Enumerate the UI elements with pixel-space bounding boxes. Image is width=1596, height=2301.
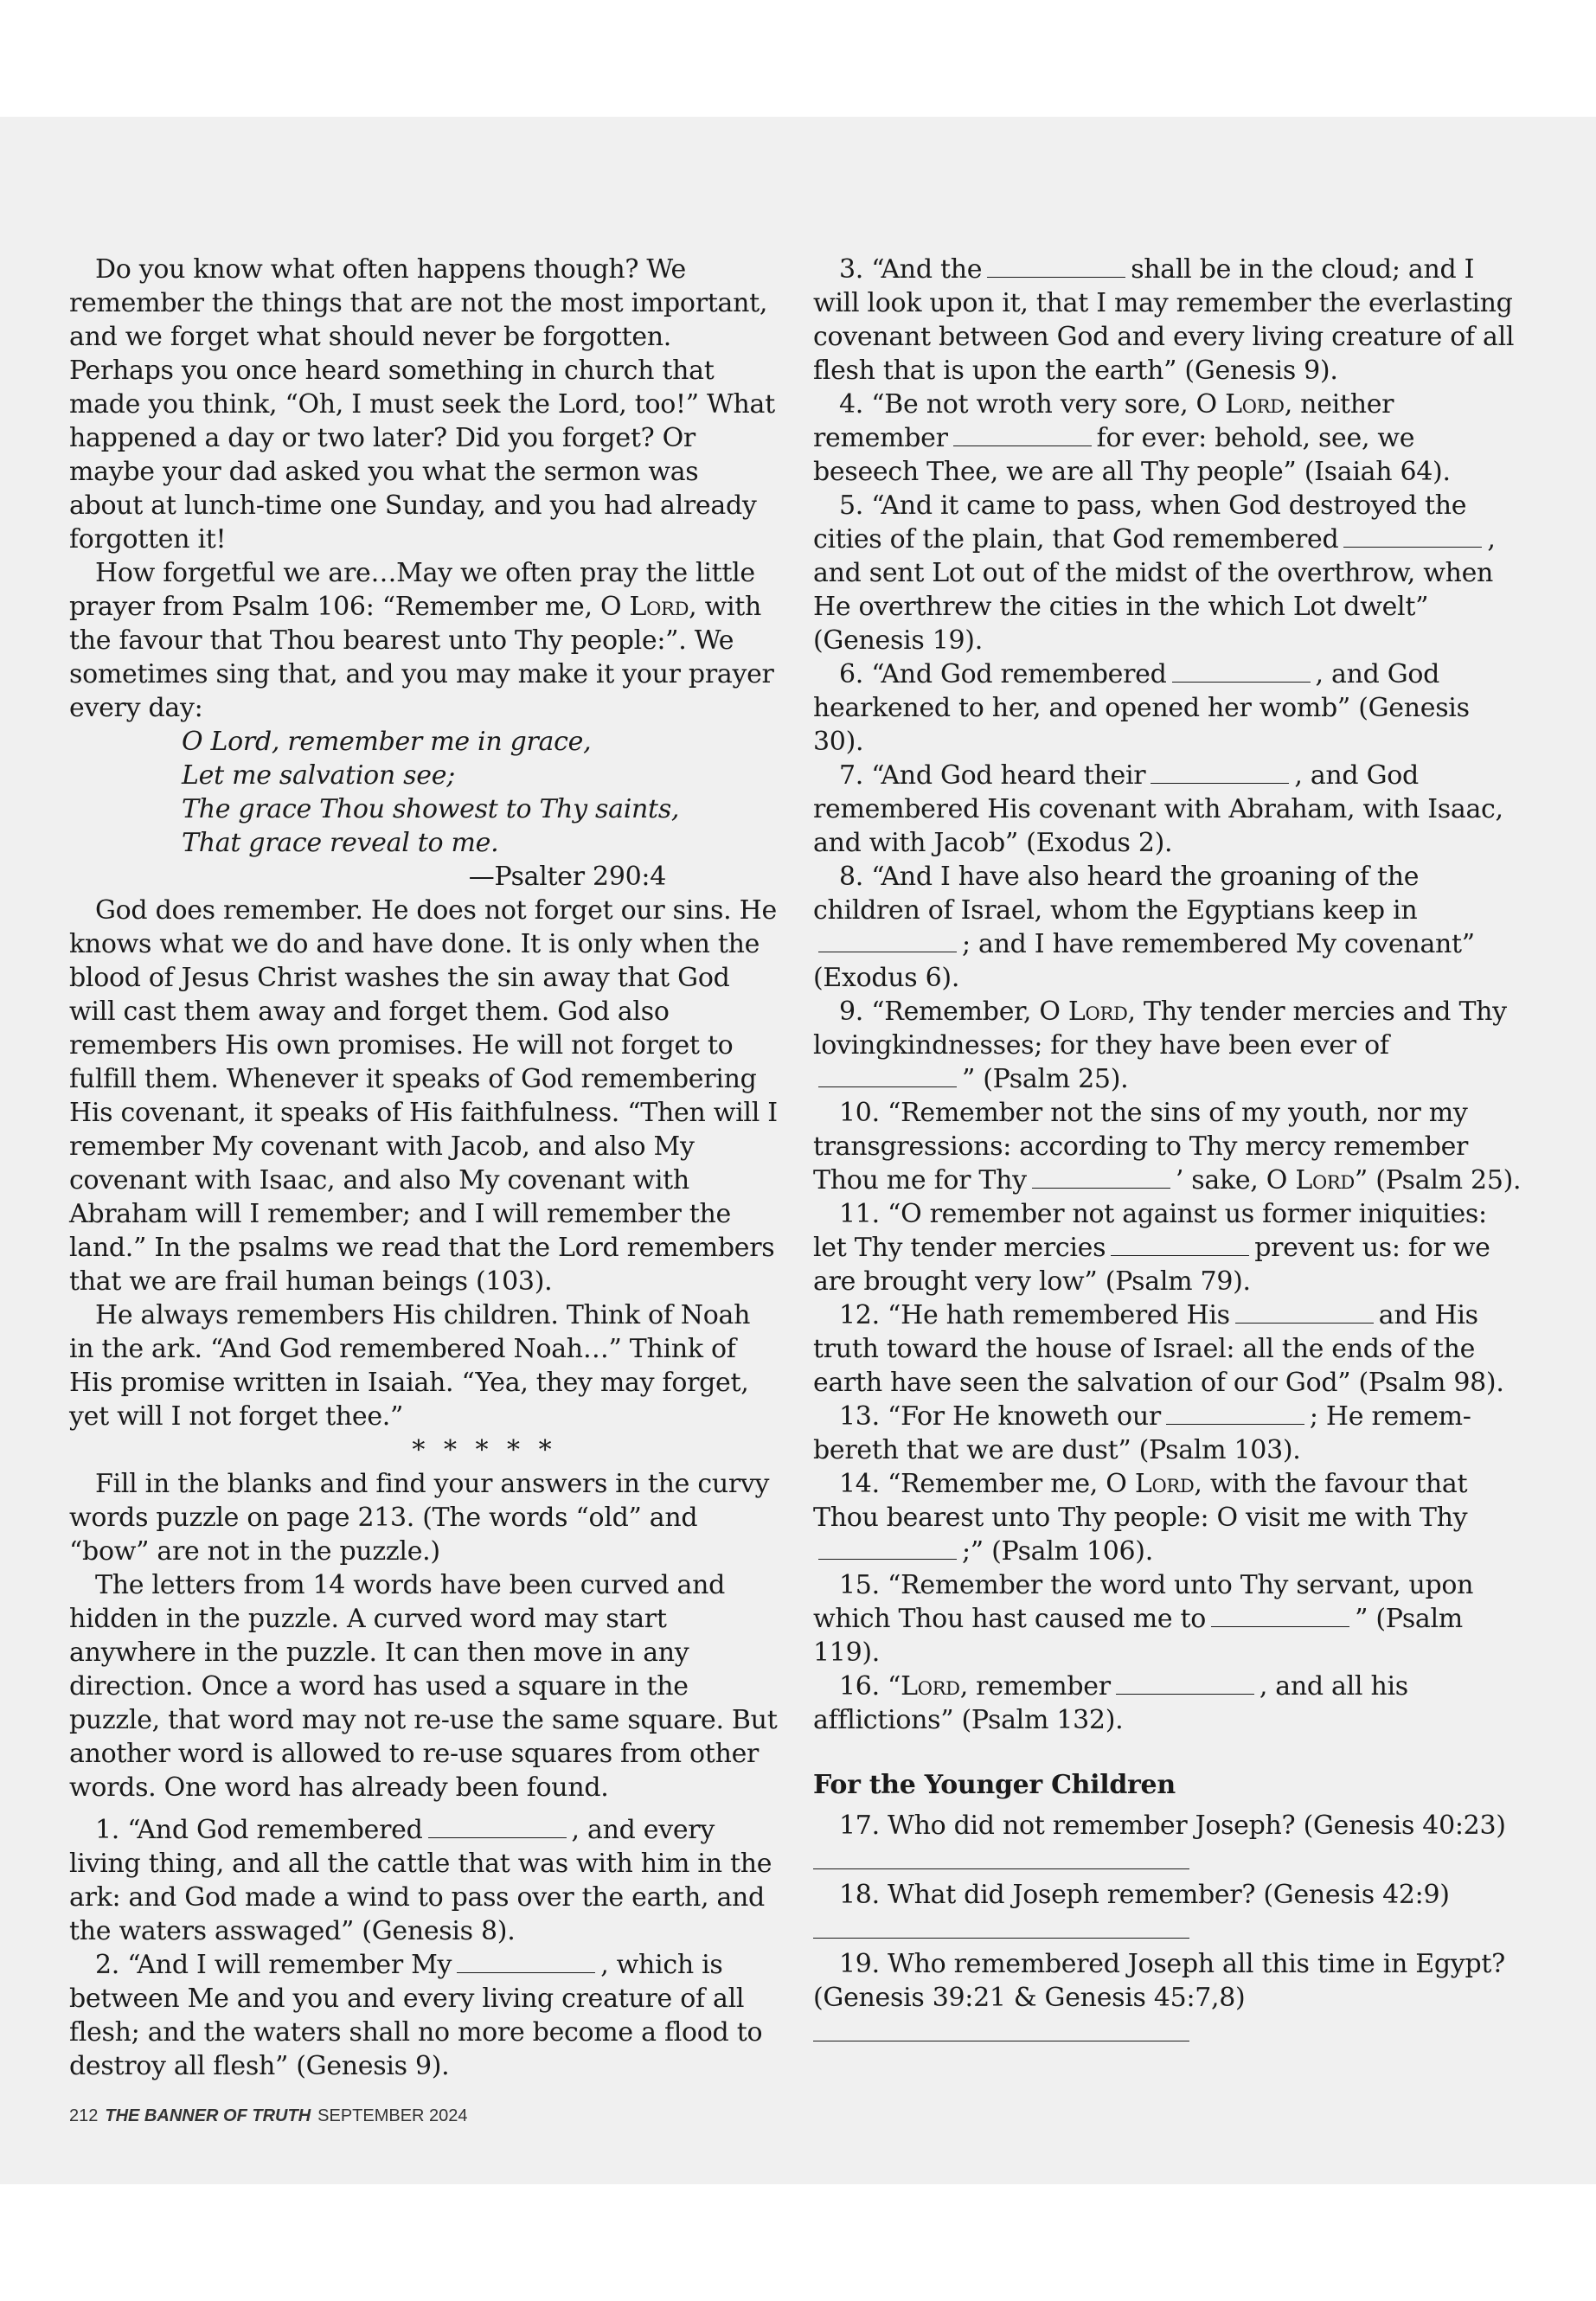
question-17: 17. Who did not remember Joseph? (Genesis 40:23) bbox=[839, 1811, 1506, 1841]
poem-line: O Lord, remember me in grace, bbox=[182, 727, 592, 757]
paragraph-psalm-106: How forgetful we are…May we often pray the little prayer from Psalm 106: “Remember me, O Lord, with the favour that Thou bearest unto Thy people:”. We sometimes sing that, and you may make it your prayer every day: bbox=[69, 558, 774, 723]
page-footer bbox=[69, 2106, 468, 2126]
question-1: 1. “And God remembered , and every living thing, and all the cattle that was with him in the ark: and God made a wind to pass over the earth, and the waters asswaged” (Genesis 8). bbox=[69, 1815, 772, 1946]
answer-line[interactable] bbox=[813, 1843, 1189, 1869]
section-divider: * * * * * bbox=[412, 1435, 557, 1465]
poem-line: The grace Thou showest to Thy saints, bbox=[182, 794, 680, 824]
answer-blank[interactable] bbox=[953, 445, 1092, 446]
psalter-verse bbox=[182, 725, 779, 860]
answer-blank[interactable] bbox=[987, 276, 1125, 278]
answer-blank[interactable] bbox=[818, 1558, 957, 1560]
section-heading: For the Younger Children bbox=[813, 1770, 1176, 1800]
question-7: 7. “And God heard their , and God remembered His covenant with Abraham, with Isaac, and with Jacob” (Exodus 2). bbox=[813, 760, 1503, 858]
answer-blank[interactable] bbox=[1343, 546, 1482, 548]
psalter-attribution: —Psalter 290:4 bbox=[468, 862, 666, 892]
right-column bbox=[813, 253, 1527, 2050]
paragraph-intro: Do you know what often happens though? We remember the things that are not the most important, and we forget what should never be forgotten. Perhaps you once heard something in church that made you think, “Oh, I must seek the Lord, too!” What happened a day or two later? Did you forget? Or maybe your dad asked you what the sermon was about at lunch-time one Sunday, and you had already forgotten it! bbox=[69, 254, 775, 554]
paragraph-children: He always remembers His children. Think of Noah in the ark. “And God remembered Noah…” Think of His promise written in Isaiah. “Yea, they may forget, yet will I not forget thee.” bbox=[69, 1300, 751, 1432]
page-number: 212 bbox=[69, 2106, 99, 2125]
answer-blank[interactable] bbox=[1116, 1693, 1254, 1695]
answer-blank[interactable] bbox=[1172, 681, 1311, 683]
question-6: 6. “And God remembered , and God hearkened to her, and opened her womb” (Genesis 30). bbox=[813, 659, 1470, 757]
question-14: 14. “Remember me, O Lord, with the favour that Thou bearest unto Thy people: O visit me with Thy;” (Psalm 106). bbox=[813, 1469, 1468, 1567]
answer-blank[interactable] bbox=[1032, 1187, 1170, 1189]
question-15: 15. “Remember the word unto Thy servant, upon which Thou hast caused me to ” (Psalm 119). bbox=[813, 1570, 1474, 1668]
question-8: 8. “And I have also heard the groaning of the children of Israel, whom the Egyptians keep in; and I have remembered My covenant” (Exodus 6). bbox=[813, 862, 1475, 993]
question-16: 16. “Lord, remember , and all his afflictions” (Psalm 132). bbox=[813, 1671, 1408, 1735]
question-11: 11. “O remember not against us former iniquities: let Thy tender mercies prevent us: for we are brought very low” (Psalm 79). bbox=[813, 1199, 1490, 1297]
paragraph-instructions: Fill in the blanks and find your answers in the curvy words puzzle on page 213. (The words “old” and “bow” are not in the puzzle.) bbox=[69, 1469, 770, 1567]
question-3: 3. “And the shall be in the cloud; and I will look upon it, that I may remember the everlasting covenant between God and every living creature of all flesh that is upon the earth” (Genesis 9). bbox=[813, 254, 1515, 386]
issue-date: SEPTEMBER 2024 bbox=[317, 2106, 468, 2125]
question-2: 2. “And I will remember My , which is between Me and you and every living creature of all flesh; and the waters shall no more become a flood to destroy all flesh” (Genesis 9). bbox=[69, 1950, 763, 2081]
answer-blank[interactable] bbox=[1235, 1322, 1374, 1324]
question-4: 4. “Be not wroth very sore, O Lord, neither remember for ever: behold, see, we beseech Thee, we are all Thy people” (Isaiah 64). bbox=[813, 389, 1451, 487]
answer-blank[interactable] bbox=[428, 1836, 567, 1838]
publication-title: THE BANNER OF TRUTH bbox=[105, 2106, 311, 2125]
paragraph-puzzle-rules: The letters from 14 words have been curved and hidden in the puzzle. A curved word may start anywhere in the puzzle. It can then move in any direction. Once a word has used a square in the puzzle, that word may not re-use the same square. But another word is allowed to re-use squares from other words. One word has already been found. bbox=[69, 1570, 778, 1803]
answer-line[interactable] bbox=[813, 2015, 1189, 2041]
paragraph-god-remembers: God does remember. He does not forget our sins. He knows what we do and have done. It is only when the blood of Jesus Christ washes the sin away that God will cast them away and forget them. God also remembers His own promises. He will not forget to fulfill them. Whenever it speaks of God remembering His covenant, it speaks of His faithfulness. “Then will I remember My covenant with Jacob, and also My covenant with Isaac, and also My covenant with Abraham will I remember; and I will remember the land.” In the psalms we read that the Lord remembers that we are frail human beings (103). bbox=[69, 895, 778, 1297]
answer-blank[interactable] bbox=[1166, 1423, 1304, 1425]
question-12: 12. “He hath remembered His and His truth toward the house of Israel: all the ends of the earth have seen the salvation of our God” (Psalm 98). bbox=[813, 1300, 1504, 1398]
poem-line: Let me salvation see; bbox=[182, 760, 455, 791]
question-18: 18. What did Joseph remember? (Genesis 42:9) bbox=[839, 1880, 1450, 1910]
answer-blank[interactable] bbox=[1211, 1625, 1349, 1627]
left-column bbox=[69, 253, 779, 2083]
answer-blank[interactable] bbox=[1151, 782, 1289, 784]
question-10: 10. “Remember not the sins of my youth, nor my transgressions: according to Thy mercy remember Thou me for Thy ’ sake, O Lord” (Psalm 25). bbox=[813, 1098, 1522, 1195]
question-5: 5. “And it came to pass, when God destroyed the cities of the plain, that God remembered , and sent Lot out of the midst of the overthrow, when He overthrew the cities in the which Lot dwelt” (Genesis 19). bbox=[813, 490, 1496, 656]
answer-blank[interactable] bbox=[457, 1971, 595, 1973]
answer-blank[interactable] bbox=[818, 951, 957, 952]
question-19: 19. Who remembered Joseph all this time in Egypt? (Genesis 39:21 & Genesis 45:7,8) bbox=[813, 1949, 1505, 2013]
answer-blank[interactable] bbox=[1111, 1254, 1249, 1256]
answer-line[interactable] bbox=[813, 1912, 1189, 1939]
answer-blank[interactable] bbox=[818, 1086, 957, 1087]
poem-line: That grace reveal to me. bbox=[182, 828, 499, 858]
question-9: 9. “Remember, O Lord, Thy tender mercies and Thy lovingkindnesses; for they have been ever of” (Psalm 25). bbox=[813, 997, 1507, 1094]
question-13: 13. “For He knoweth our ; He remem-bereth that we are dust” (Psalm 103). bbox=[813, 1401, 1471, 1465]
